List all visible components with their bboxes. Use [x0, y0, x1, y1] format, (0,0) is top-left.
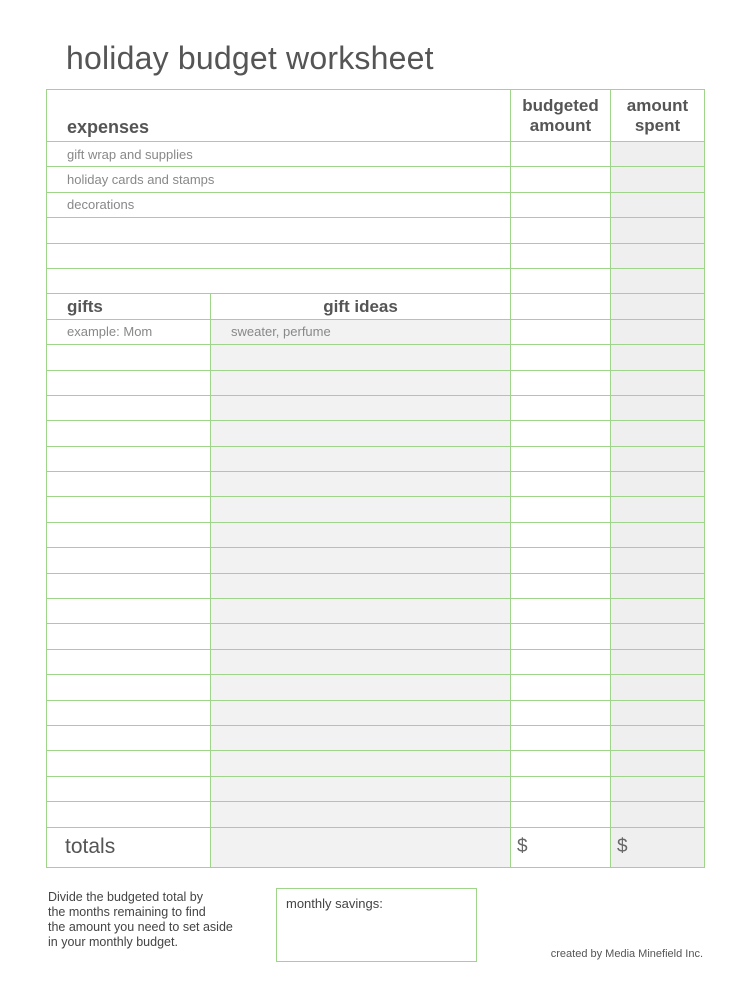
amount-spent-cell[interactable] — [611, 548, 705, 573]
amount-spent-cell[interactable] — [611, 573, 705, 598]
amount-spent-cell[interactable] — [611, 472, 705, 497]
spent-header-line2: spent — [634, 115, 681, 135]
amount-spent-cell[interactable] — [611, 395, 705, 420]
expense-item-cell[interactable] — [47, 243, 511, 268]
budgeted-amount-cell[interactable] — [511, 472, 611, 497]
amount-spent-cell[interactable] — [611, 700, 705, 725]
expense-item-cell[interactable]: gift wrap and supplies — [47, 142, 511, 167]
gift-row — [47, 675, 705, 700]
expense-row — [47, 268, 705, 293]
monthly-savings-label: monthly savings: — [286, 896, 383, 911]
expense-row — [47, 218, 705, 243]
amount-spent-cell[interactable] — [611, 624, 705, 649]
expense-item-cell[interactable]: decorations — [47, 192, 511, 217]
gift-example-row — [47, 319, 705, 344]
totals-blank-cell — [211, 827, 511, 867]
budgeted-amount-cell[interactable] — [511, 802, 611, 827]
budgeted-amount-cell[interactable] — [511, 268, 611, 293]
gift-person-cell[interactable] — [47, 776, 211, 801]
gift-ideas-cell[interactable] — [211, 649, 511, 674]
note-line: the amount you need to set aside — [48, 920, 233, 934]
budgeted-amount-cell[interactable] — [511, 345, 611, 370]
budgeted-total-cell[interactable]: $ — [511, 827, 611, 867]
gift-row — [47, 345, 705, 370]
amount-spent-cell[interactable] — [611, 218, 705, 243]
gift-person-cell[interactable] — [47, 599, 211, 624]
gift-row — [47, 624, 705, 649]
budgeted-amount-cell[interactable] — [511, 395, 611, 420]
gift-person-cell[interactable]: example: Mom — [47, 319, 211, 344]
gift-row — [47, 446, 705, 471]
gift-row — [47, 522, 705, 547]
amount-spent-cell[interactable] — [611, 167, 705, 192]
gift-ideas-cell[interactable] — [211, 573, 511, 598]
totals-row — [47, 827, 705, 867]
spent-total-cell[interactable]: $ — [611, 827, 705, 867]
budgeted-amount-cell[interactable] — [511, 243, 611, 268]
gift-row — [47, 649, 705, 674]
gift-person-cell[interactable] — [47, 421, 211, 446]
budgeted-amount-cell[interactable] — [511, 599, 611, 624]
expense-item-cell[interactable] — [47, 218, 511, 243]
gift-row — [47, 802, 705, 827]
gift-ideas-cell[interactable] — [211, 522, 511, 547]
gift-person-cell[interactable] — [47, 522, 211, 547]
gift-row — [47, 599, 705, 624]
amount-spent-cell[interactable] — [611, 776, 705, 801]
amount-spent-cell[interactable] — [611, 497, 705, 522]
gift-person-cell[interactable] — [47, 802, 211, 827]
gift-ideas-cell[interactable] — [211, 370, 511, 395]
gift-ideas-header: gift ideas — [211, 294, 511, 319]
gifts-header: gifts — [47, 294, 211, 319]
budgeted-amount-cell[interactable] — [511, 725, 611, 750]
budgeted-amount-cell[interactable] — [511, 497, 611, 522]
gift-ideas-cell[interactable] — [211, 675, 511, 700]
totals-label: totals — [47, 827, 211, 867]
budgeted-amount-cell[interactable] — [511, 548, 611, 573]
budgeted-amount-cell[interactable] — [511, 751, 611, 776]
gift-person-cell[interactable] — [47, 700, 211, 725]
gift-person-cell[interactable] — [47, 345, 211, 370]
amount-spent-header — [611, 90, 705, 142]
amount-spent-cell[interactable] — [611, 802, 705, 827]
budgeted-amount-cell[interactable] — [511, 446, 611, 471]
gift-ideas-cell[interactable] — [211, 446, 511, 471]
gift-person-cell[interactable] — [47, 649, 211, 674]
expense-item-cell[interactable]: holiday cards and stamps — [47, 167, 511, 192]
gift-person-cell[interactable] — [47, 370, 211, 395]
expense-row — [47, 167, 705, 192]
expense-row — [47, 192, 705, 217]
amount-spent-cell[interactable] — [611, 294, 705, 319]
gift-ideas-cell[interactable] — [211, 395, 511, 420]
expense-row — [47, 243, 705, 268]
gift-person-cell[interactable] — [47, 624, 211, 649]
budgeted-amount-cell[interactable] — [511, 142, 611, 167]
amount-spent-cell[interactable] — [611, 446, 705, 471]
amount-spent-cell[interactable] — [611, 599, 705, 624]
instructions-note — [48, 890, 263, 950]
amount-spent-cell[interactable] — [611, 243, 705, 268]
amount-spent-cell[interactable] — [611, 370, 705, 395]
gift-person-cell[interactable] — [47, 497, 211, 522]
amount-spent-cell[interactable] — [611, 268, 705, 293]
gift-ideas-cell[interactable] — [211, 725, 511, 750]
budgeted-amount-cell[interactable] — [511, 370, 611, 395]
expense-row — [47, 142, 705, 167]
gift-row — [47, 700, 705, 725]
amount-spent-cell[interactable] — [611, 675, 705, 700]
budgeted-amount-cell[interactable] — [511, 319, 611, 344]
spent-header-line1: amount — [626, 95, 689, 115]
gift-row — [47, 751, 705, 776]
budgeted-amount-cell[interactable] — [511, 675, 611, 700]
expense-item-cell[interactable] — [47, 268, 511, 293]
budget-table — [46, 89, 705, 868]
credit-text: created by Media Minefield Inc. — [550, 948, 703, 960]
expenses-header: expenses — [47, 90, 511, 142]
gift-row — [47, 573, 705, 598]
amount-spent-cell[interactable] — [611, 421, 705, 446]
budgeted-header-line2: amount — [529, 115, 592, 135]
budgeted-amount-cell[interactable] — [511, 167, 611, 192]
budgeted-amount-cell[interactable] — [511, 218, 611, 243]
gift-person-cell[interactable] — [47, 395, 211, 420]
budgeted-header-line1: budgeted — [522, 95, 599, 115]
gift-row — [47, 725, 705, 750]
amount-spent-cell[interactable] — [611, 345, 705, 370]
gift-row — [47, 548, 705, 573]
gift-ideas-cell[interactable] — [211, 802, 511, 827]
gift-row — [47, 395, 705, 420]
gift-person-cell[interactable] — [47, 751, 211, 776]
amount-spent-cell[interactable] — [611, 522, 705, 547]
gift-person-cell[interactable] — [47, 446, 211, 471]
amount-spent-cell[interactable] — [611, 751, 705, 776]
gift-ideas-cell[interactable] — [211, 548, 511, 573]
amount-spent-cell[interactable] — [611, 192, 705, 217]
gift-row — [47, 776, 705, 801]
gift-ideas-cell[interactable] — [211, 624, 511, 649]
budgeted-amount-header — [511, 90, 611, 142]
budgeted-amount-cell[interactable] — [511, 649, 611, 674]
amount-spent-cell[interactable] — [611, 725, 705, 750]
gift-person-cell[interactable] — [47, 725, 211, 750]
gift-ideas-cell[interactable] — [211, 751, 511, 776]
gift-row — [47, 421, 705, 446]
gift-row — [47, 497, 705, 522]
monthly-savings-box[interactable] — [276, 888, 477, 962]
header-row — [47, 90, 705, 142]
gift-person-cell[interactable] — [47, 573, 211, 598]
page-title: holiday budget worksheet — [66, 40, 434, 76]
note-line: in your monthly budget. — [48, 935, 178, 949]
gift-ideas-cell[interactable] — [211, 599, 511, 624]
gift-person-cell[interactable] — [47, 675, 211, 700]
gift-ideas-cell[interactable]: sweater, perfume — [211, 319, 511, 344]
budgeted-amount-cell[interactable] — [511, 776, 611, 801]
gift-ideas-cell[interactable] — [211, 345, 511, 370]
gifts-header-row — [47, 294, 705, 319]
budgeted-amount-cell[interactable] — [511, 522, 611, 547]
gift-row — [47, 472, 705, 497]
gift-ideas-cell[interactable] — [211, 700, 511, 725]
gift-ideas-cell[interactable] — [211, 421, 511, 446]
gift-ideas-cell[interactable] — [211, 776, 511, 801]
gift-person-cell[interactable] — [47, 472, 211, 497]
amount-spent-cell[interactable] — [611, 649, 705, 674]
budgeted-amount-cell[interactable] — [511, 700, 611, 725]
note-line: Divide the budgeted total by — [48, 890, 203, 904]
gift-ideas-cell[interactable] — [211, 472, 511, 497]
budgeted-amount-cell[interactable] — [511, 294, 611, 319]
note-line: the months remaining to find — [48, 905, 206, 919]
gift-row — [47, 370, 705, 395]
budgeted-amount-cell[interactable] — [511, 192, 611, 217]
amount-spent-cell[interactable] — [611, 319, 705, 344]
gift-person-cell[interactable] — [47, 548, 211, 573]
budgeted-amount-cell[interactable] — [511, 421, 611, 446]
gift-ideas-cell[interactable] — [211, 497, 511, 522]
budgeted-amount-cell[interactable] — [511, 624, 611, 649]
budgeted-amount-cell[interactable] — [511, 573, 611, 598]
amount-spent-cell[interactable] — [611, 142, 705, 167]
